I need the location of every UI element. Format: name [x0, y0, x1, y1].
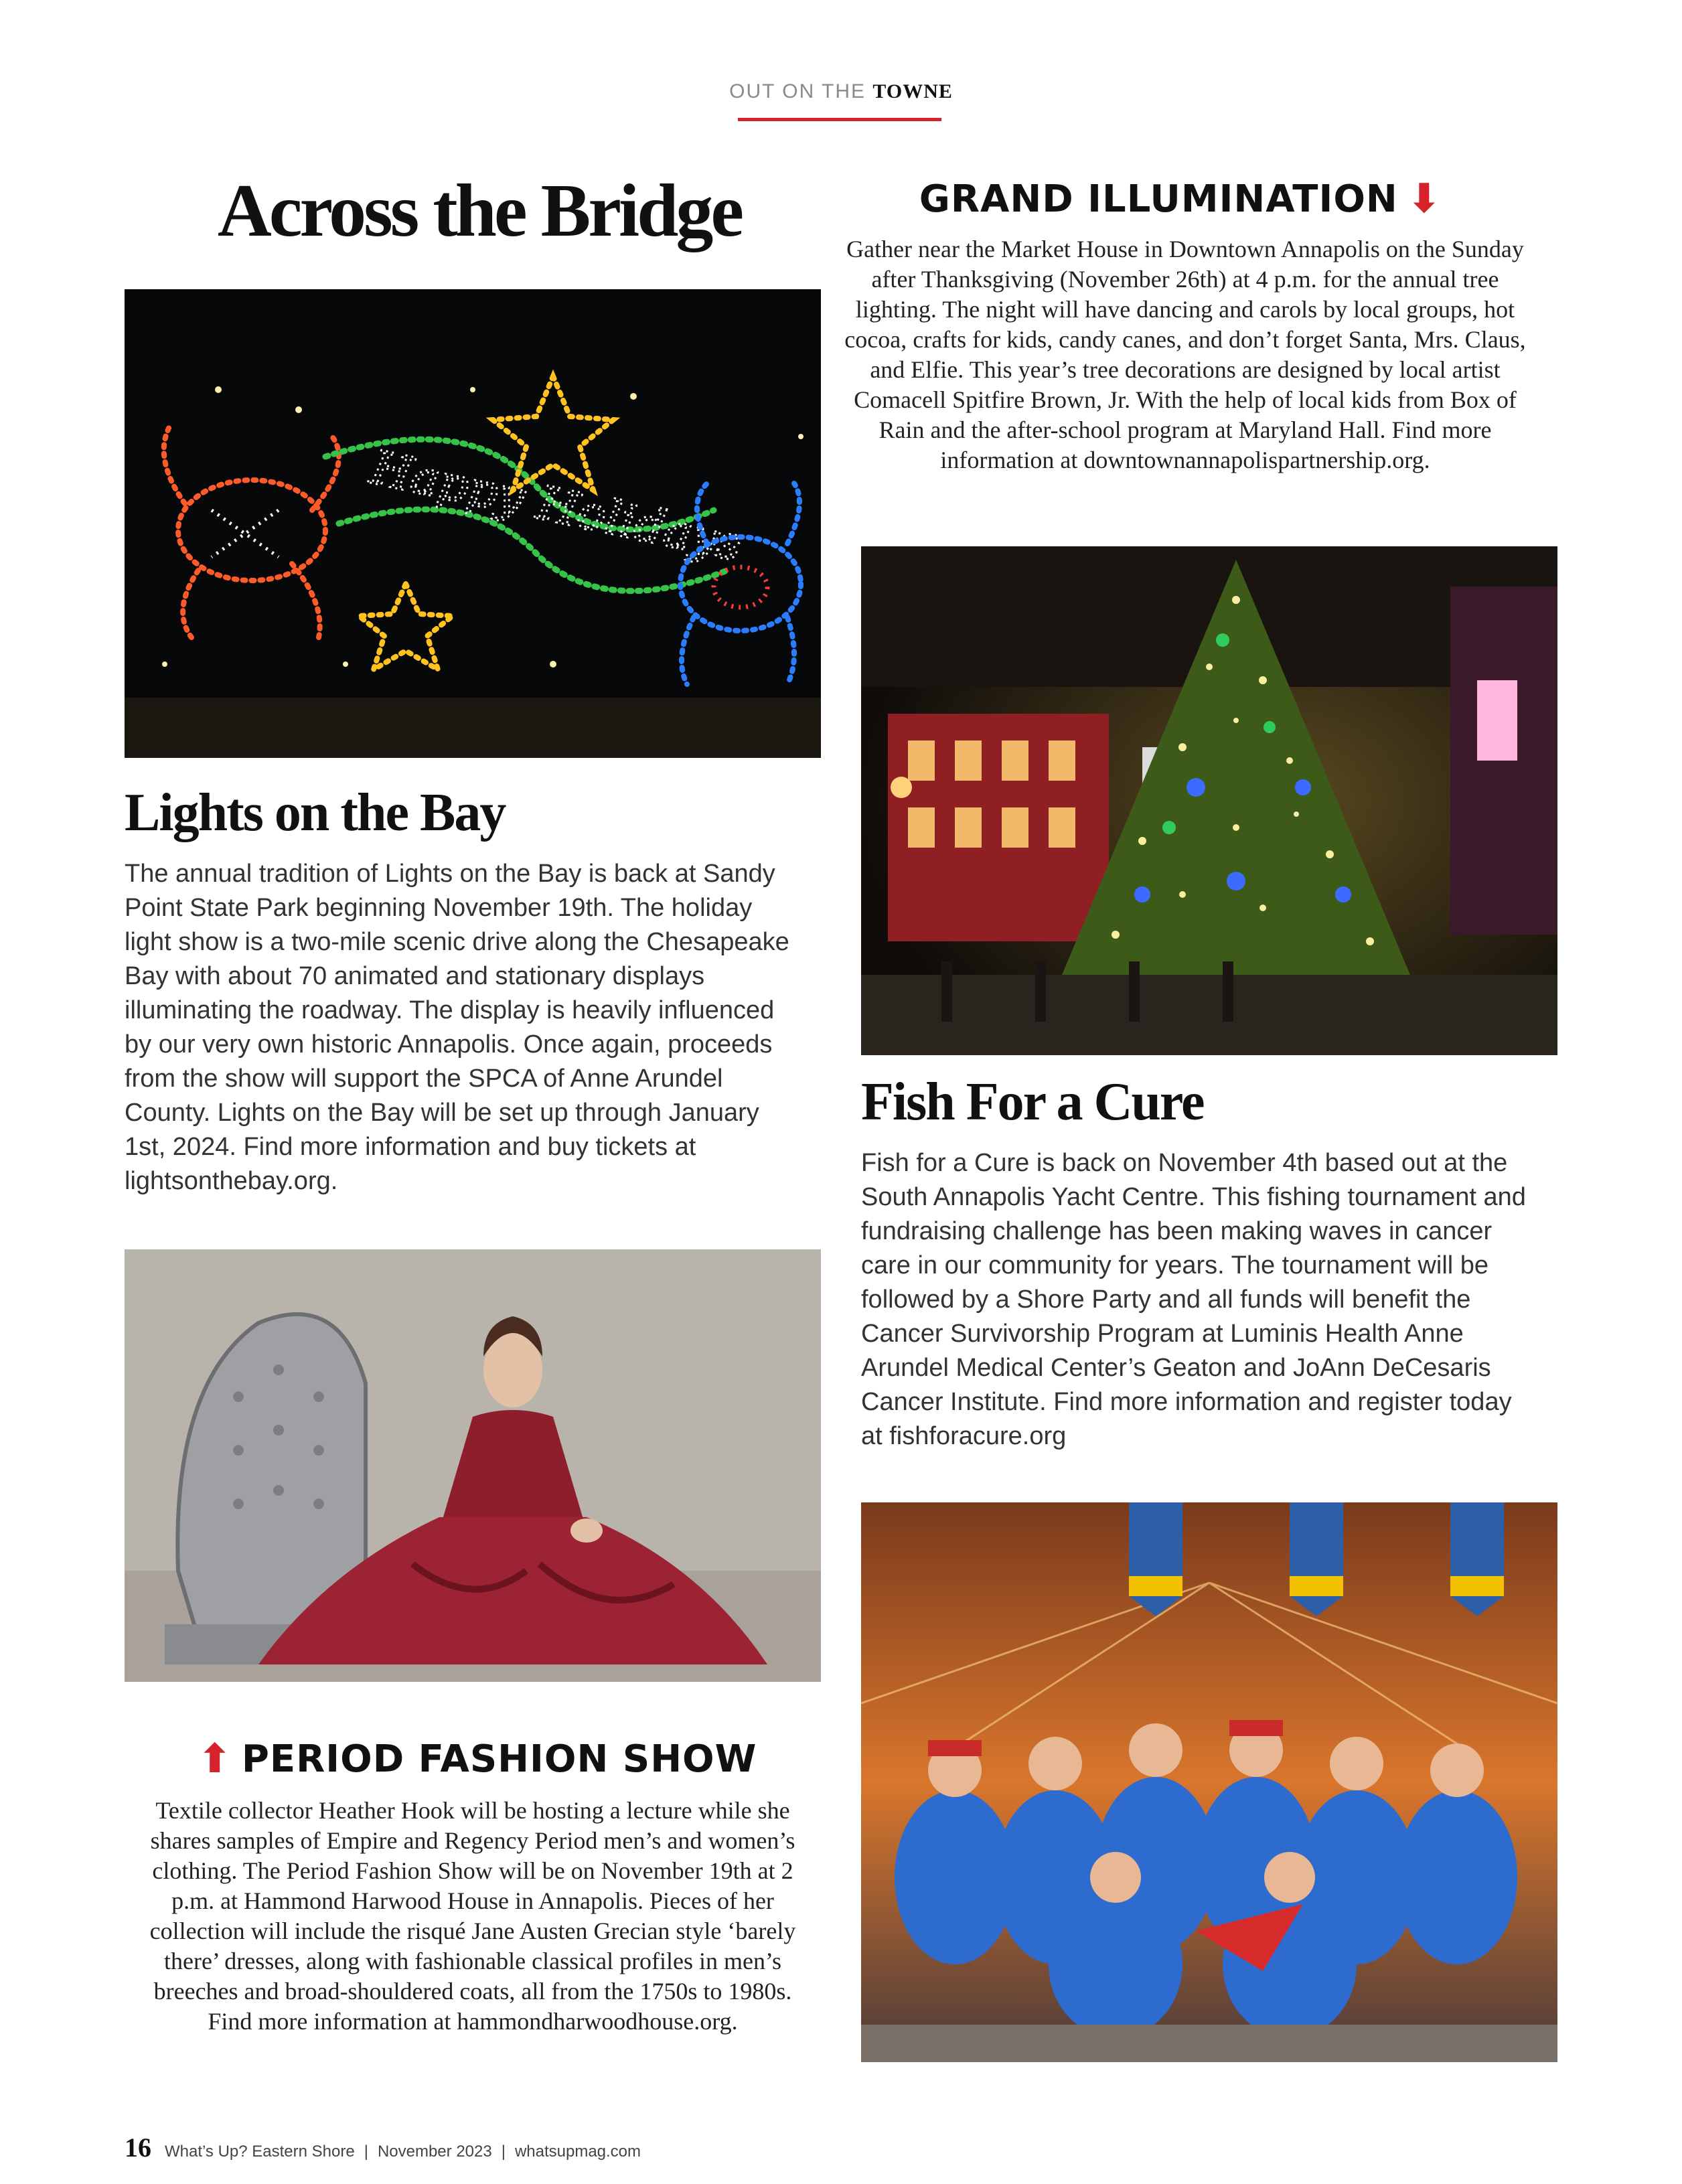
arrow-down-icon: ⬇: [1407, 175, 1442, 222]
fish-for-a-cure-photo: [861, 1502, 1557, 2062]
footer-separator: |: [364, 2142, 368, 2161]
grand-illumination-body: Gather near the Market House in Downtown Annapolis on the Sunday after Thanksgiving (November 26th) at 4 p.m. for the annual tree lighting. The night will have dancing and carols by local groups, hot cocoa, crafts for kids, candy canes, and don’t forget Santa, Mrs. Claus, and Elfie. This year’s tree decorations are designed by local artist Comacell Spitfire Brown, Jr. With the help of local kids from Box of Rain and the after-school program at Maryland Hall. Find more information at downtownannapolispartnership.org.: [844, 236, 1526, 473]
period-fashion-heading: [125, 1735, 821, 1782]
lights-title: Lights on the Bay: [125, 783, 506, 842]
grand-illumination-title: GRAND ILLUMINATION: [919, 177, 1398, 221]
period-fashion-photo: [125, 1249, 821, 1682]
footer: [125, 2132, 641, 2163]
period-fashion-body: Textile collector Heather Hook will be hosting a lecture while she shares samples of Empire and Regency Period men’s and women’s clothing. The Period Fashion Show will be on November 19th at 2 p.m. at Hammond Harwood House in Annapolis. Pieces of her collection will include the risqué Jane Austen Grecian style ‘barely there’ dresses, along with fashionable classical profiles in men’s breeches and broad-shouldered coats, all from the 1750s to 1980s. Find more information at hammondharwoodhouse.org.: [149, 1797, 796, 2035]
banner-text: Happy Holidays: [366, 439, 747, 572]
section-rule: [738, 118, 941, 121]
arrow-up-icon: ⬆: [198, 1735, 232, 1782]
fish-body: Fish for a Cure is back on November 4th based out at the South Annapolis Yacht Centre. This fishing tournament and fundraising challenge has been making waves in cancer care in our community for years. The tournament will be followed by a Shore Party and all funds will benefit the Cancer Survivorship Program at Luminis Health Anne Arundel Medical Center’s Geaton and JoAnn DeCesaris Cancer Institute. Find more information and register today at fishforacure.org: [861, 1149, 1526, 1450]
section-prefix: OUT ON THE: [729, 80, 866, 102]
section-name: TOWNE: [872, 80, 953, 102]
page-number: 16: [125, 2132, 151, 2163]
lights-body: The annual tradition of Lights on the Bay is back at Sandy Point State Park beginning November 19th. The holiday light show is a two-mile scenic drive along the Chesapeake Bay with about 70 animated and stationary displays illuminating the roadway. The display is heavily influenced by our very own historic Annapolis. Once again, proceeds from the show will support the SPCA of Anne Arundel County. Lights on the Bay will be set up through January 1st, 2024. Find more information and buy tickets at lightsonthebay.org.: [125, 860, 789, 1195]
tree-lighting-photo: [861, 546, 1557, 1055]
lights-on-the-bay-photo: [125, 289, 821, 758]
publication-name: What’s Up? Eastern Shore: [165, 2142, 355, 2161]
fish-title: Fish For a Cure: [861, 1073, 1204, 1132]
period-fashion-title: PERIOD FASHION SHOW: [241, 1737, 757, 1781]
footer-separator: |: [501, 2142, 506, 2161]
website-link[interactable]: whatsupmag.com: [514, 2142, 641, 2161]
issue-date: November 2023: [377, 2142, 492, 2161]
section-label: [0, 80, 1682, 103]
grand-illumination-heading: [830, 175, 1540, 222]
page-title: Across the Bridge: [217, 169, 742, 252]
